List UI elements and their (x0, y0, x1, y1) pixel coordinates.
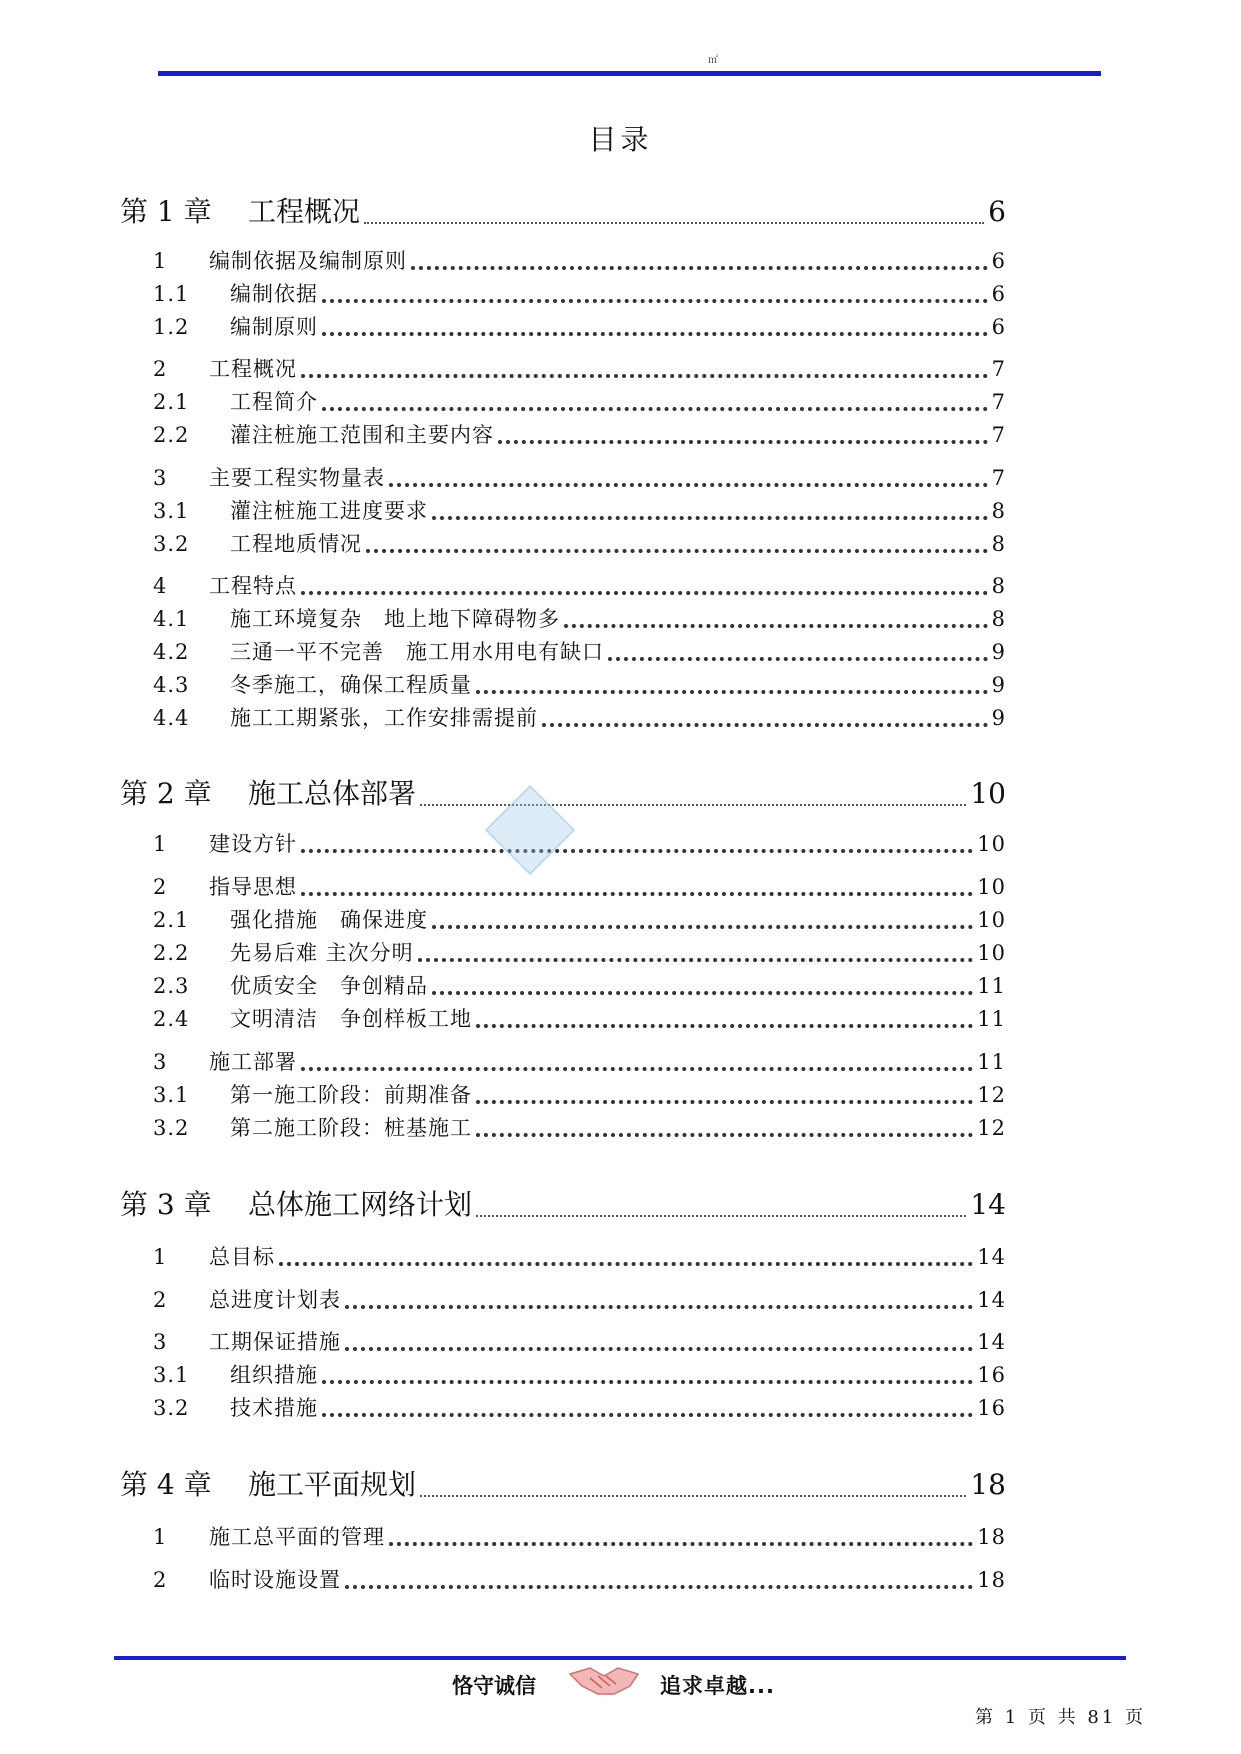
toc-leader (301, 373, 988, 378)
toc-page: 16 (977, 1396, 1006, 1420)
toc-leader (389, 1541, 973, 1546)
toc-page: 7 (991, 423, 1006, 447)
toc-page: 16 (977, 1363, 1006, 1387)
toc-title: 三通一平不完善 施工用水用电有缺口 (230, 640, 604, 664)
toc-num: 1 (153, 832, 168, 856)
toc-title: 工程特点 (209, 574, 297, 598)
toc-title: 总进度计划表 (209, 1288, 341, 1312)
toc-num: 1.2 (153, 315, 190, 339)
toc-entry[interactable] (153, 1079, 1006, 1109)
toc-page: 8 (991, 607, 1006, 631)
toc-title: 组织措施 (230, 1363, 318, 1387)
toc-entry[interactable] (153, 828, 1006, 858)
toc-leader (322, 1379, 973, 1384)
toc-num: 2.3 (153, 974, 190, 998)
toc-page: 11 (977, 974, 1006, 998)
toc-title: 强化措施 确保进度 (230, 908, 428, 932)
toc-leader (432, 515, 988, 520)
toc-title: 施工部署 (209, 1050, 297, 1074)
toc-page: 10 (970, 777, 1006, 810)
toc-page: 7 (991, 357, 1006, 381)
toc-leader (432, 990, 973, 995)
toc-page: 10 (977, 941, 1006, 965)
header-mark: ㎡ (708, 55, 718, 66)
toc-title: 施工平面规划 (248, 1468, 417, 1501)
toc-page: 12 (977, 1116, 1006, 1140)
toc-leader (542, 722, 988, 727)
toc-page: 14 (977, 1330, 1006, 1354)
toc-page: 10 (977, 832, 1006, 856)
toc-entry[interactable] (153, 1241, 1006, 1271)
toc-num: 3 (153, 1050, 168, 1074)
toc-entry[interactable] (153, 1326, 1006, 1356)
handshake-icon (568, 1660, 640, 1700)
toc-entry[interactable] (153, 904, 1006, 934)
toc-entry[interactable] (153, 528, 1006, 558)
toc-num: 4 (153, 574, 168, 598)
toc-page: 9 (991, 706, 1006, 730)
toc-title: 编制依据及编制原则 (209, 249, 407, 273)
toc-entry[interactable] (153, 937, 1006, 967)
toc-leader (608, 656, 988, 661)
toc-num: 3 (153, 466, 168, 490)
toc-chapter-1[interactable] (120, 190, 1006, 230)
toc-leader (322, 406, 988, 411)
toc-num: 3.2 (153, 1116, 190, 1140)
toc-title: 冬季施工，确保工程质量 (230, 673, 472, 697)
toc-title: 工程概况 (248, 195, 361, 228)
toc-num: 4.1 (153, 607, 190, 631)
toc-page: 6 (991, 249, 1006, 273)
toc-leader (564, 623, 988, 628)
toc-title: 工程地质情况 (230, 532, 362, 556)
toc-num: 1.1 (153, 282, 190, 306)
toc-title: 先易后难 主次分明 (230, 941, 414, 965)
toc-leader (476, 1023, 973, 1028)
toc-entry[interactable] (153, 669, 1006, 699)
toc-num: 4.3 (153, 673, 190, 697)
toc-num: 3.1 (153, 1083, 190, 1107)
toc-leader (476, 1214, 966, 1217)
toc-page: 6 (991, 282, 1006, 306)
toc-page: 10 (977, 908, 1006, 932)
page-title: 目录 (588, 123, 653, 156)
toc-num: 3.2 (153, 532, 190, 556)
toc-entry[interactable] (153, 1284, 1006, 1314)
toc-num: 2 (153, 357, 168, 381)
toc-leader (420, 1494, 966, 1497)
toc-num: 1 (153, 1525, 168, 1549)
toc-title: 灌注桩施工范围和主要内容 (230, 423, 494, 447)
toc-title: 技术措施 (230, 1396, 318, 1420)
toc-title: 建设方针 (209, 832, 297, 856)
toc-leader (345, 1304, 973, 1309)
toc-num: 第 4 章 (120, 1468, 212, 1501)
toc-entry[interactable] (153, 1564, 1006, 1594)
toc-entry[interactable] (153, 1046, 1006, 1076)
toc-leader (476, 1099, 973, 1104)
toc-page: 8 (991, 574, 1006, 598)
toc-num: 2 (153, 1568, 168, 1592)
footer-slogan-left: 恪守诚信 (452, 1674, 536, 1698)
toc-title: 工程概况 (209, 357, 297, 381)
toc-page: 8 (991, 499, 1006, 523)
toc-leader (498, 439, 988, 444)
toc-entry[interactable] (153, 278, 1006, 308)
toc-entry[interactable] (153, 311, 1006, 341)
toc-num: 4.4 (153, 706, 190, 730)
toc-num: 2 (153, 1288, 168, 1312)
toc-entry[interactable] (153, 1112, 1006, 1142)
toc-entry[interactable] (153, 702, 1006, 732)
toc-page: 8 (991, 532, 1006, 556)
toc-entry[interactable] (153, 1392, 1006, 1422)
toc-entry[interactable] (153, 419, 1006, 449)
toc-title: 灌注桩施工进度要求 (230, 499, 428, 523)
toc-page: 9 (991, 640, 1006, 664)
toc-entry[interactable] (153, 1003, 1006, 1033)
toc-leader (322, 1412, 973, 1417)
toc-title: 施工环境复杂 地上地下障碍物多 (230, 607, 560, 631)
toc-page: 6 (991, 315, 1006, 339)
toc-num: 第 3 章 (120, 1188, 212, 1221)
toc-page: 18 (970, 1468, 1006, 1501)
toc-entry[interactable] (153, 1359, 1006, 1389)
toc-title: 工期保证措施 (209, 1330, 341, 1354)
toc-leader (322, 331, 988, 336)
toc-num: 3.1 (153, 499, 190, 523)
toc-entry[interactable] (153, 570, 1006, 600)
toc-chapter-2[interactable] (120, 772, 1006, 812)
footer-slogan-right: 追求卓越... (660, 1674, 775, 1698)
toc-title: 优质安全 争创精品 (230, 974, 428, 998)
toc-title: 施工总平面的管理 (209, 1525, 385, 1549)
toc-title: 总体施工网络计划 (248, 1188, 473, 1221)
toc-title: 施工总体部署 (248, 777, 417, 810)
toc-num: 2.2 (153, 423, 190, 447)
toc-entry[interactable] (153, 871, 1006, 901)
toc-leader (301, 848, 973, 853)
toc-page: 6 (988, 195, 1006, 228)
toc-title: 主要工程实物量表 (209, 466, 385, 490)
toc-page: 12 (977, 1083, 1006, 1107)
toc-title: 总目标 (209, 1245, 275, 1269)
toc-num: 3.2 (153, 1396, 190, 1420)
toc-page: 11 (977, 1050, 1006, 1074)
page-number: 第 1 页 共 81 页 (975, 1707, 1146, 1728)
toc-entry[interactable] (153, 386, 1006, 416)
toc-entry[interactable] (153, 1521, 1006, 1551)
toc-entry[interactable] (153, 603, 1006, 633)
toc-leader (389, 482, 988, 487)
toc-num: 2.2 (153, 941, 190, 965)
toc-leader (345, 1346, 973, 1351)
toc-num: 2.4 (153, 1007, 190, 1031)
toc-num: 2.1 (153, 390, 190, 414)
toc-leader (432, 924, 973, 929)
toc-leader (301, 590, 988, 595)
toc-entry[interactable] (153, 353, 1006, 383)
toc-leader (418, 957, 974, 962)
toc-page: 18 (977, 1525, 1006, 1549)
toc-num: 3.1 (153, 1363, 190, 1387)
toc-entry[interactable] (153, 462, 1006, 492)
toc-chapter-3[interactable] (120, 1183, 1006, 1223)
toc-page: 11 (977, 1007, 1006, 1031)
toc-leader (420, 803, 966, 806)
toc-page: 14 (970, 1188, 1006, 1221)
toc-title: 文明清洁 争创样板工地 (230, 1007, 472, 1031)
toc-entry[interactable] (153, 636, 1006, 666)
toc-title: 临时设施设置 (209, 1568, 341, 1592)
toc-page: 7 (991, 390, 1006, 414)
toc-leader (322, 298, 988, 303)
toc-title: 指导思想 (209, 875, 297, 899)
toc-leader (476, 1132, 973, 1137)
toc-num: 3 (153, 1330, 168, 1354)
toc-leader (301, 891, 973, 896)
toc-title: 编制原则 (230, 315, 318, 339)
toc-num: 第 2 章 (120, 777, 212, 810)
toc-entry[interactable] (153, 245, 1006, 275)
toc-leader (301, 1066, 973, 1071)
toc-num: 第 1 章 (120, 195, 212, 228)
toc-leader (476, 689, 988, 694)
toc-page: 7 (991, 466, 1006, 490)
toc-leader (345, 1584, 973, 1589)
toc-title: 施工工期紧张，工作安排需提前 (230, 706, 538, 730)
toc-title: 编制依据 (230, 282, 318, 306)
toc-page: 14 (977, 1288, 1006, 1312)
toc-page: 14 (977, 1245, 1006, 1269)
toc-title: 第一施工阶段：前期准备 (230, 1083, 472, 1107)
toc-entry[interactable] (153, 495, 1006, 525)
toc-chapter-4[interactable] (120, 1463, 1006, 1503)
toc-num: 2.1 (153, 908, 190, 932)
toc-title: 工程简介 (230, 390, 318, 414)
toc-page: 10 (977, 875, 1006, 899)
toc-entry[interactable] (153, 970, 1006, 1000)
toc-leader (364, 221, 984, 224)
toc-page: 18 (977, 1568, 1006, 1592)
toc-num: 4.2 (153, 640, 190, 664)
toc-title: 第二施工阶段：桩基施工 (230, 1116, 472, 1140)
toc-num: 2 (153, 875, 168, 899)
toc-num: 1 (153, 1245, 168, 1269)
toc-leader (411, 265, 988, 270)
toc-page: 9 (991, 673, 1006, 697)
toc-leader (279, 1261, 973, 1266)
toc-num: 1 (153, 249, 168, 273)
toc-leader (366, 548, 988, 553)
